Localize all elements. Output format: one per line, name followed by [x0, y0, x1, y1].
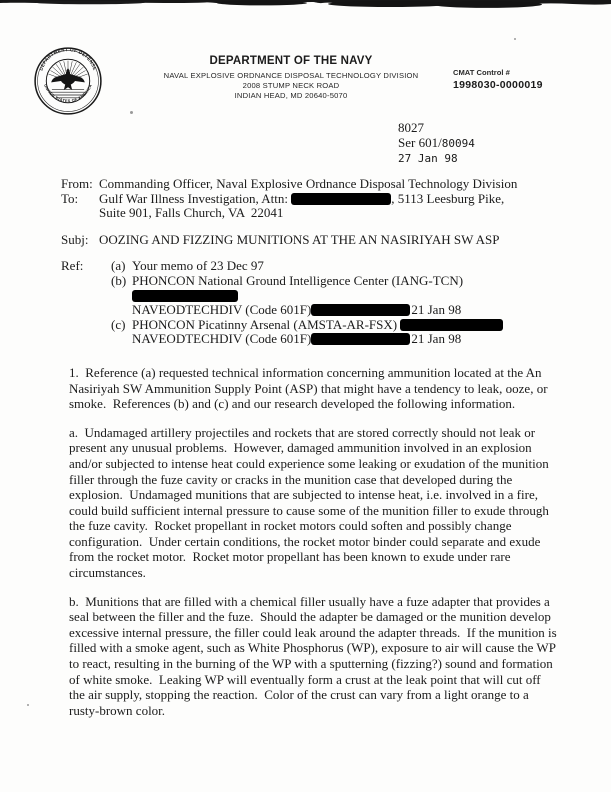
letter-date: 27 Jan 98	[398, 152, 458, 165]
ref-b-line2-date: 21 Jan 98	[411, 302, 462, 318]
ref-c-tag: (c)	[111, 316, 126, 332]
ref-label: Ref:	[61, 258, 84, 274]
redaction-bar	[291, 193, 391, 205]
seal-top-text: DEPARTMENT OF DEFENSE	[38, 47, 98, 72]
serial-prefix: Ser 601/	[398, 135, 442, 150]
redaction-bar	[311, 304, 410, 316]
ref-b-line2	[132, 303, 558, 318]
seal-bottom-text: UNITED STATES OF AMERICA	[43, 83, 93, 104]
cmat-control-stamp	[453, 68, 543, 91]
paragraph-b: b. Munitions that are filled with a chemical filler usually have a fuze adapter that provides a seal between the filler and the fuze. Should the adapter be damaged or the munition develop excessive internal pressure, the filler could leak around the adapter threads. If the munition is filled with a smoke agent, such as White Phosphorus (WP), exposure to air will cause the WP to react, resulting in the burning of the WP with a sputterning (fizzing?) sound and formation of white smoke. Leaking WP will eventually form a crust at the leak point that will cut off the air supply, stopping the reaction. Color of the crust can vary from a light orange to a rusty-brown color.	[69, 593, 560, 718]
address-line-2: INDIAN HEAD, MD 20640-5070	[234, 91, 348, 100]
scan-speck	[514, 38, 516, 40]
to-label: To:	[61, 190, 79, 206]
from-label: From:	[61, 176, 93, 191]
ref-b-line2-text: NAVEODTECHDIV (Code 601F)	[132, 302, 312, 318]
serial-line	[398, 135, 475, 151]
subject-block	[61, 233, 558, 248]
redaction-bar	[311, 333, 410, 345]
ref-b-line1-text: PHONCON National Ground Intelligence Center (IANG-TCN)	[132, 272, 464, 288]
cmat-control-number: 1998030-0000019	[453, 79, 543, 91]
scan-artifact-top-streak	[0, 0, 611, 12]
ref-a-tag: (a)	[111, 258, 126, 274]
ref-b-tag: (b)	[111, 272, 127, 288]
paragraph-1: 1. Reference (a) requested technical information concerning ammunition located at the An Nasiriyah SW Ammunition Supply Point (ASP) that might have a tendency to leak, ooze, or smoke. References (b) and (c) and our research developed the following information.	[69, 364, 551, 412]
ref-c-line2-text: NAVEODTECHDIV (Code 601F)	[132, 331, 312, 347]
address-line-1: 2008 STUMP NECK ROAD	[242, 81, 340, 90]
scan-speck	[130, 111, 133, 114]
division-name: NAVAL EXPLOSIVE ORDNANCE DISPOSAL TECHNOLOGY DIVISION	[163, 71, 419, 80]
ref-b-line1	[132, 274, 558, 303]
references-block	[61, 259, 558, 347]
addressing-block	[61, 177, 558, 221]
to-value	[99, 192, 558, 221]
serial-date-block	[398, 120, 475, 166]
ref-c-line2-date: 21 Jan 98	[411, 331, 462, 347]
cmat-control-label: CMAT Control #	[453, 68, 510, 77]
from-value: Commanding Officer, Naval Explosive Ordnance Disposal Technology Division	[99, 176, 518, 191]
to-value-pre: Gulf War Illness Investigation, Attn:	[99, 190, 292, 206]
letter-body	[61, 177, 558, 718]
letterhead	[158, 55, 424, 101]
file-number: 8027	[398, 120, 424, 135]
subject-value: OOZING AND FIZZING MUNITIONS AT THE AN NASIRIYAH SW ASP	[99, 231, 500, 247]
redaction-bar	[400, 319, 503, 331]
ref-c-line2	[132, 332, 558, 347]
ref-c-line1-text: PHONCON Picatinny Arsenal (AMSTA-AR-FSX)	[132, 316, 401, 332]
paragraph-a: a. Undamaged artillery projectiles and rockets that are stored correctly should not leak or present any unusual problems. However, damaged ammunition involved in an explosion and/or subjected to intense heat could experience some leaking or exudation of the munition filler through the fuze cavity or cracks in the munition case that developed during the explosion. Undamaged munitions that are subjected to intense heat, i.e. involved in a fire, could build sufficient internal pressure to cause some of the munition filler to exude through the fuze cavity. Rocket propellant in rocket motors could soften and possibly change configuration. Under certain conditions, the rocket motor binder could separate and exude from the rocket motor. Rocket motor propellant has been known to exude under rare circumstances.	[69, 424, 553, 581]
to-value-line2: Suite 901, Falls Church, VA 22041	[99, 205, 284, 221]
agency-name: DEPARTMENT OF THE NAVY	[209, 55, 373, 67]
ref-a-text: Your memo of 23 Dec 97	[132, 258, 264, 274]
redaction-bar	[132, 290, 238, 302]
scan-speck	[27, 704, 29, 706]
department-of-defense-seal-icon	[33, 46, 103, 116]
ref-c-line1	[132, 318, 558, 333]
to-value-post: , 5113 Leesburg Pike,	[391, 190, 505, 206]
subject-label: Subj:	[61, 231, 89, 247]
serial-number: 80094	[441, 137, 475, 150]
